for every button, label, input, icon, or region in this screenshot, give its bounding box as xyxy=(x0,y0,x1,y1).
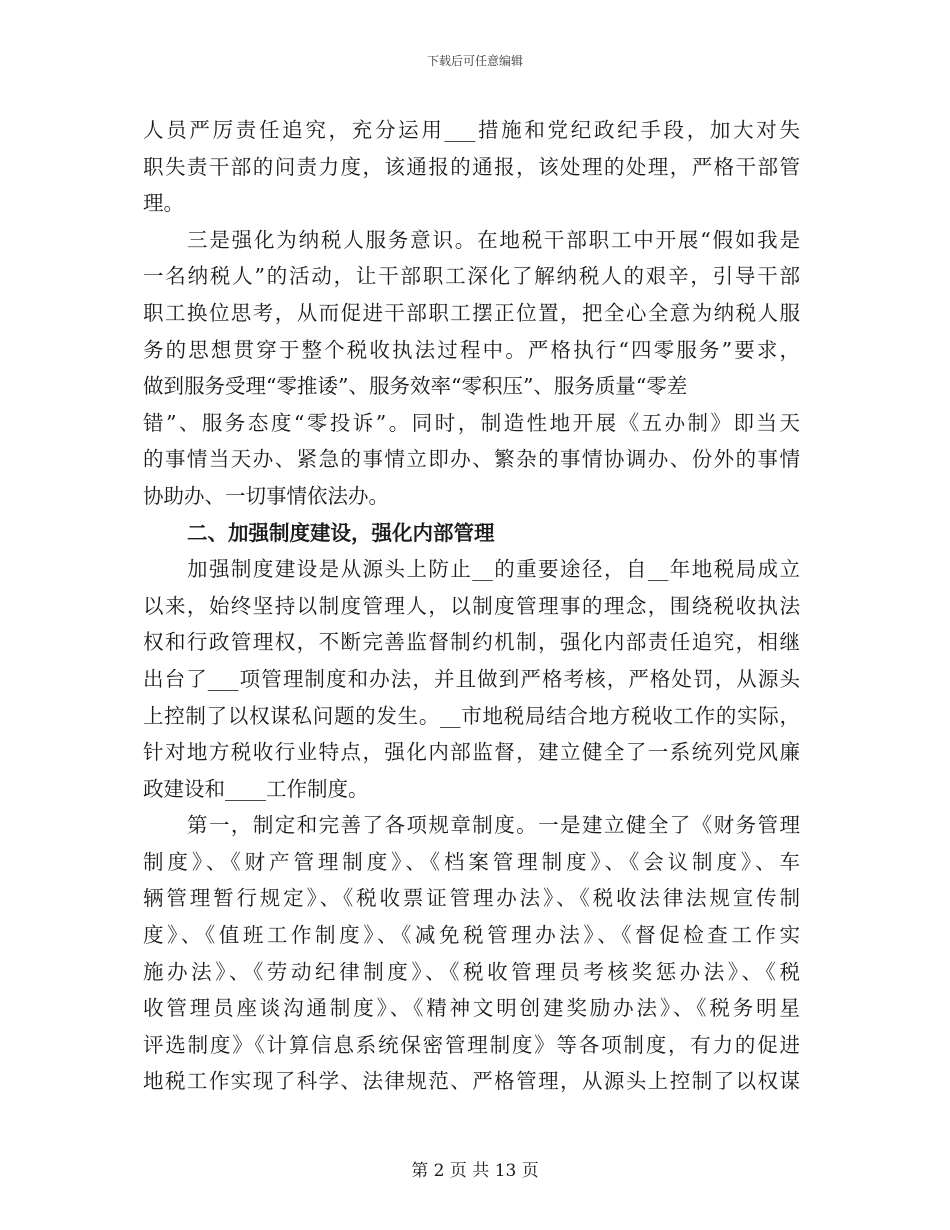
text-line: 地税工作实现了科学、法律规范、严格管理，从源头上控制了以权谋 xyxy=(143,1069,800,1094)
page-footer: 第 2 页 共 13 页 xyxy=(411,1161,539,1181)
text-line: 务的思想贯穿于整个税收执法过程中。严格执行“四零服务”要求， xyxy=(143,337,800,362)
text-line: 辆管理暂行规定》、《税收票证管理办法》、《税收法律法规宣传制 xyxy=(143,886,800,911)
section-heading: 二、加强制度建设，强化内部管理 xyxy=(187,520,495,545)
text-line: 上控制了以权谋私问题的发生。__市地税局结合地方税收工作的实际， xyxy=(143,703,800,728)
text-line: 度》、《值班工作制度》、《减免税管理办法》、《督促检查工作实 xyxy=(143,923,800,948)
paragraph-first-line: 加强制度建设是从源头上防止__的重要途径，自__年地税局成立 xyxy=(187,557,800,582)
page-header: 下载后可任意编辑 xyxy=(426,54,523,68)
text-line: 的事情当天办、紧急的事情立即办、繁杂的事情协调办、份外的事情 xyxy=(143,447,800,472)
text-line: 做到服务受理“零推诿”、服务效率“零积压”、服务质量“零差 xyxy=(143,374,688,399)
text-line: 职工换位思考，从而促进干部职工摆正位置，把全心全意为纳税人服 xyxy=(143,300,800,325)
text-line: 施办法》、《劳动纪律制度》、《税收管理员考核奖惩办法》、《税 xyxy=(143,959,800,984)
text-line: 评选制度》《计算信息系统保密管理制度》等各项制度，有力的促进 xyxy=(143,1032,800,1057)
text-line: 人员严厉责任追究，充分运用___措施和党纪政纪手段，加大对失 xyxy=(143,118,800,142)
text-line: 制度》、《财产管理制度》、《档案管理制度》、《会议制度》、车 xyxy=(143,849,800,874)
text-line: 以来，始终坚持以制度管理人，以制度管理事的理念，围绕税收执法 xyxy=(143,593,800,618)
text-line: 出台了___项管理制度和办法，并且做到严格考核，严格处罚，从源头 xyxy=(143,666,800,691)
text-line: 权和行政管理权，不断完善监督制约机制，强化内部责任追究，相继 xyxy=(143,630,800,655)
paragraph-first-line: 三是强化为纳税人服务意识。在地税干部职工中开展“假如我是 xyxy=(187,227,800,252)
text-line: 针对地方税收行业特点，强化内部监督，建立健全了一系统列党风廉 xyxy=(143,740,800,765)
text-line: 错”、服务态度“零投诉”。同时，制造性地开展《五办制》即当天 xyxy=(143,410,800,435)
text-line: 职失责干部的问责力度，该通报的通报，该处理的处理，严格干部管 xyxy=(143,154,800,179)
text-line: 政建设和____工作制度。 xyxy=(143,776,369,801)
text-line: 一名纳税人”的活动，让干部职工深化了解纳税人的艰辛，引导干部 xyxy=(143,264,800,289)
paragraph-first-line: 第一，制定和完善了各项规章制度。一是建立健全了《财务管理 xyxy=(187,813,800,838)
document-body xyxy=(143,112,800,1100)
text-line: 理。 xyxy=(143,191,184,216)
text-line: 收管理员座谈沟通制度》、《精神文明创建奖励办法》、《税务明星 xyxy=(143,996,800,1021)
text-line: 协助办、一切事情依法办。 xyxy=(143,483,389,508)
